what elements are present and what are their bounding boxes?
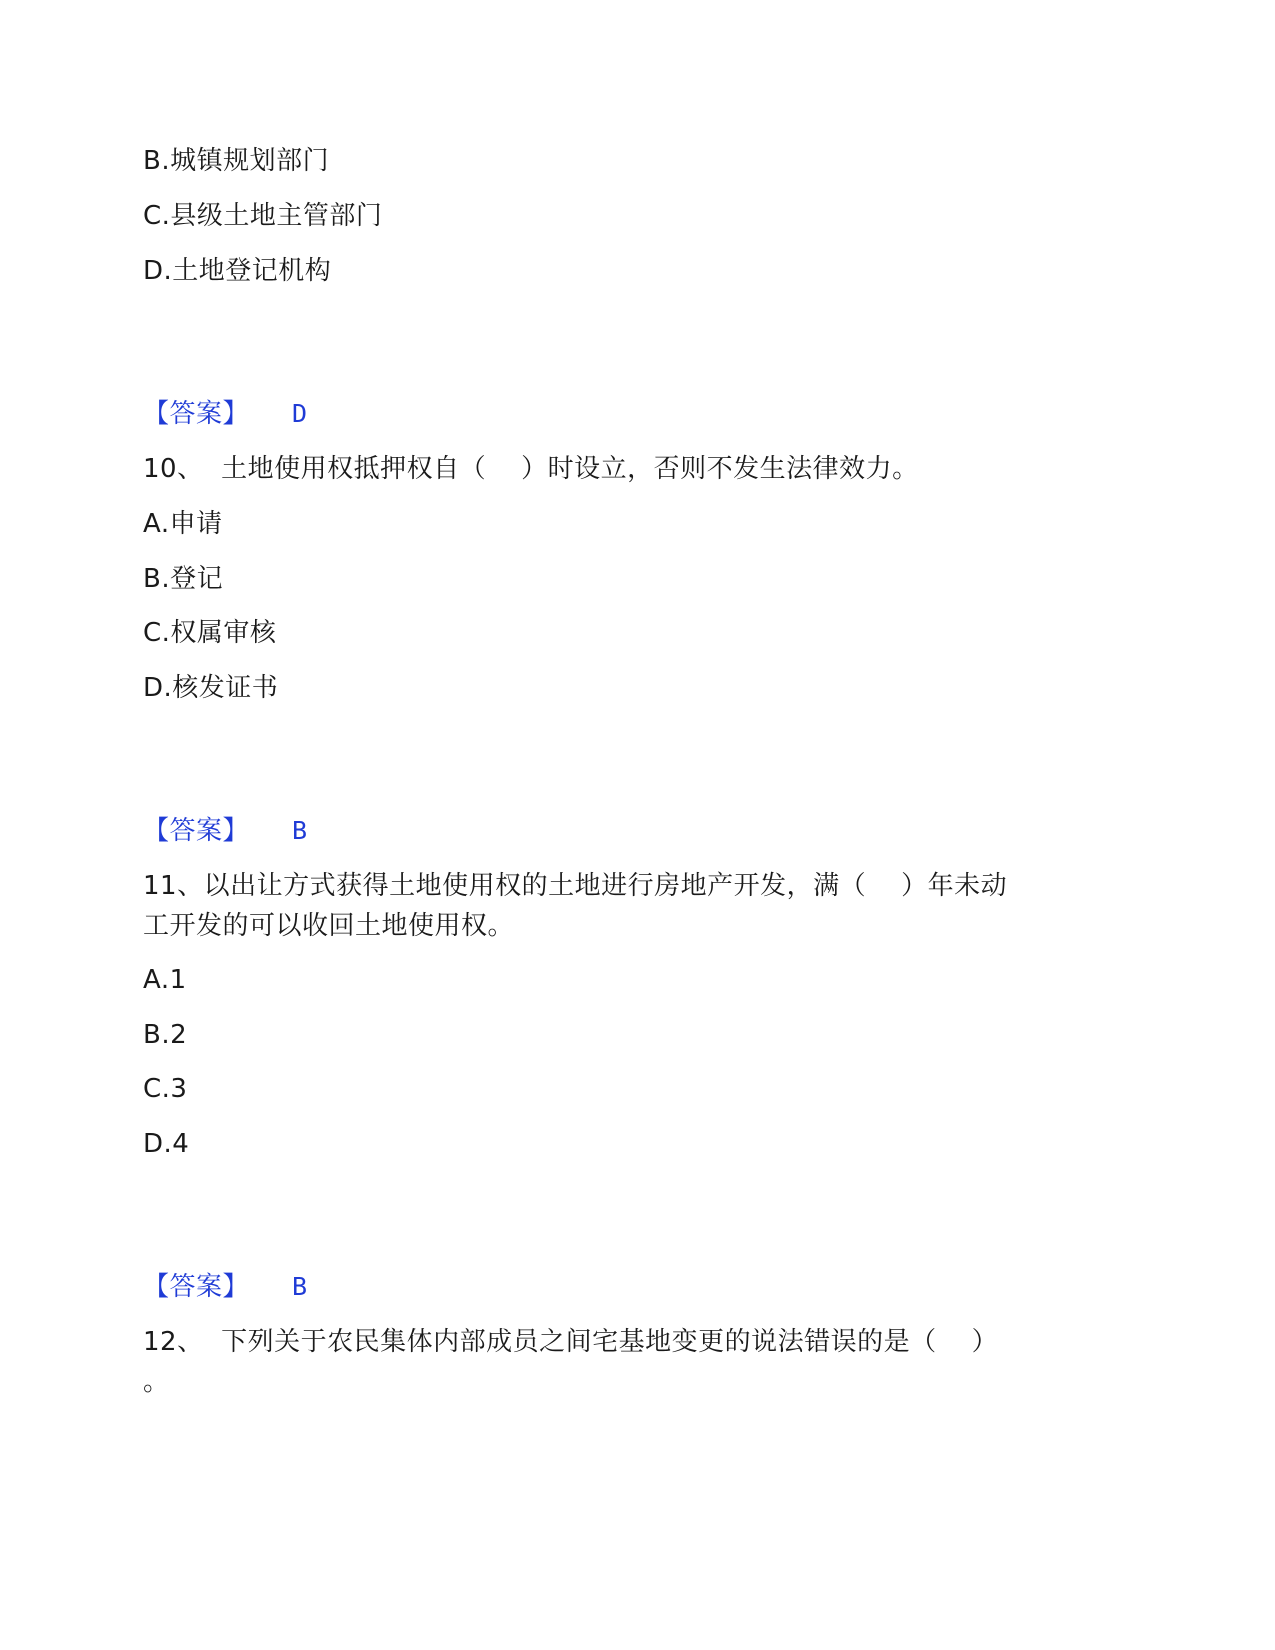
q10-option-b: B.登记 <box>143 564 224 594</box>
q10-option-c: C.权属审核 <box>143 618 277 648</box>
q9-option-c: C.县级土地主管部门 <box>143 201 383 231</box>
q11-option-a: A.1 <box>143 965 187 995</box>
q10-question: 10、 土地使用权抵押权自（ ）时设立，否则不发生法律效力。 <box>143 454 919 484</box>
q11-answer-label: 【答案】 <box>143 1272 250 1302</box>
q9-option-b: B.城镇规划部门 <box>143 146 330 176</box>
q11-question-line2: 工开发的可以收回土地使用权。 <box>143 911 515 941</box>
q10-answer-value: B <box>292 816 308 845</box>
q9-option-d: D.土地登记机构 <box>143 256 332 286</box>
q11-option-c: C.3 <box>143 1074 188 1104</box>
q11-question-line1: 11、以出让方式获得土地使用权的土地进行房地产开发，满（ ）年未动 <box>143 871 1008 901</box>
q11-option-b: B.2 <box>143 1020 188 1050</box>
q10-answer-label: 【答案】 <box>143 816 250 846</box>
q12-question-line2: 。 <box>143 1367 170 1397</box>
q10-option-a: A.申请 <box>143 509 223 539</box>
q10-option-d: D.核发证书 <box>143 673 279 703</box>
q11-option-d: D.4 <box>143 1129 190 1159</box>
q12-question-line1: 12、 下列关于农民集体内部成员之间宅基地变更的说法错误的是（ ） <box>143 1327 999 1357</box>
q11-answer-value: B <box>292 1272 308 1301</box>
q9-answer-label: 【答案】 <box>143 399 250 429</box>
q9-answer-value: D <box>292 399 308 428</box>
